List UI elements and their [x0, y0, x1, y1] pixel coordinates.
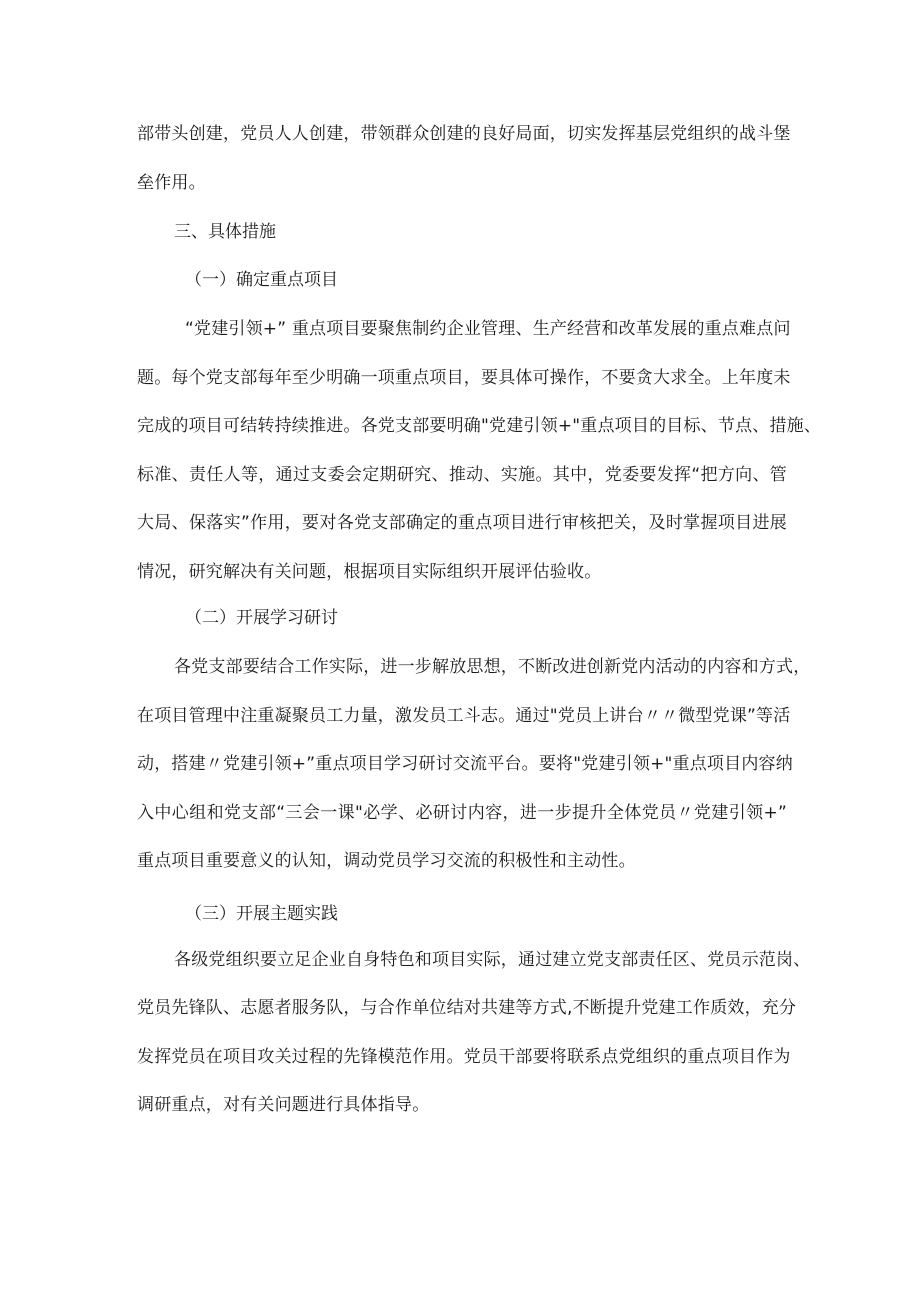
paragraph-line: 各级党组织要立足企业自身特色和项目实际，通过建立党支部责任区、党员示范岗、	[174, 950, 811, 970]
paragraph-line: 入中心组和党支部“三会一课"必学、必研讨内容，进一步提升全体党员〃党建引领+”	[137, 803, 787, 823]
paragraph-line: “党建引领+” 重点项目要聚焦制约企业管理、生产经营和改革发展的重点难点问	[185, 319, 791, 339]
paragraph-line: 在项目管理中注重凝聚员工力量，激发员工斗志。通过"党员上讲台〃〃微型党课”等活	[137, 706, 791, 726]
paragraph-line: 重点项目重要意义的认知，调动党员学习交流的积极性和主动性。	[137, 851, 636, 871]
paragraph-line: 标准、责任人等，通过支委会定期研究、推动、实施。其中，党委要发挥“把方向、管	[137, 465, 787, 485]
paragraph-line: 发挥党员在项目攻关过程的先锋模范作用。党员干部要将联系点党组织的重点项目作为	[137, 1047, 791, 1067]
paragraph-line: 大局、保落实”作用，要对各党支部确定的重点项目进行审核把关，及时掌握项目进展	[137, 513, 787, 533]
paragraph-line: 动，搭建〃党建引领+”重点项目学习研讨交流平台。要将"党建引领+"重点项目内容纳	[137, 754, 793, 774]
paragraph-line: 部带头创建，党员人人创建，带领群众创建的良好局面，切实发挥基层党组织的战斗堡	[137, 124, 791, 144]
paragraph-line: 完成的项目可结转持续推进。各党支部要明确"党建引领+"重点项目的目标、节点、措施、	[137, 416, 822, 436]
subsection-heading: （一）确定重点项目	[185, 270, 338, 290]
paragraph-line: 垒作用。	[137, 173, 206, 193]
paragraph-line: 题。每个党支部每年至少明确一项重点项目，要具体可操作，不要贪大求全。上年度未	[137, 368, 791, 388]
paragraph-line: 情况，研究解决有关问题，根据项目实际组织开展评估验收。	[137, 562, 602, 582]
section-heading: 三、具体措施	[174, 222, 276, 242]
paragraph-line: 各党支部要结合工作实际，进一步解放思想，不断改进创新党内活动的内容和方式，	[174, 657, 811, 677]
subsection-heading: （二）开展学习研讨	[185, 608, 338, 628]
paragraph-line: 党员先锋队、志愿者服务队，与合作单位结对共建等方式,不断提升党建工作质效，充分	[137, 998, 797, 1018]
paragraph-line: 调研重点，对有关问题进行具体指导。	[137, 1095, 430, 1115]
subsection-heading: （三）开展主题实践	[185, 904, 338, 924]
